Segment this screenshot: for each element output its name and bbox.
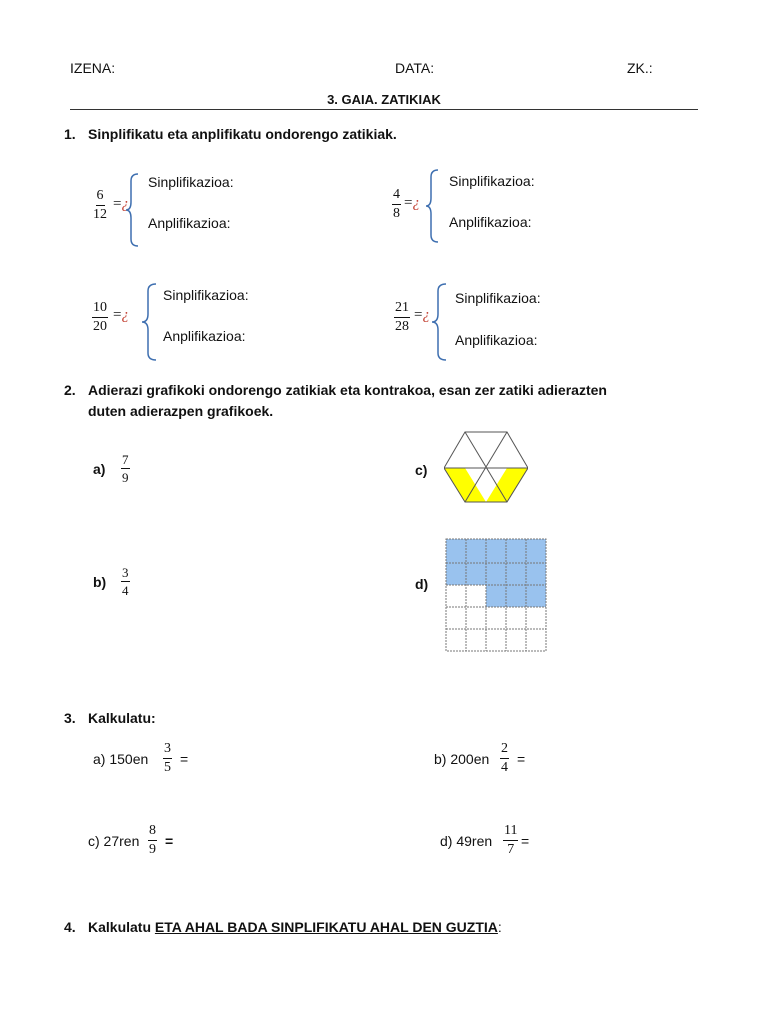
q3-fraction-2-4 <box>500 742 509 775</box>
q3-fraction-11-7 <box>503 824 518 857</box>
fraction-denominator: 12 <box>93 207 107 222</box>
fraction-numerator: 3 <box>163 742 172 759</box>
fraction-denominator: 7 <box>507 842 515 857</box>
brace-icon <box>424 168 440 244</box>
question-3-number: 3. <box>64 710 76 726</box>
question-4-underlined-text: ETA AHAL BADA SINPLIFIKATU AHAL DEN GUZTIA <box>154 919 498 935</box>
fraction-denominator: 9 <box>122 470 129 485</box>
q3-fraction-8-9 <box>148 824 157 857</box>
fraction-numerator: 4 <box>392 188 401 205</box>
fraction-denominator: 5 <box>164 760 171 775</box>
simplify-label-c: Sinplifikazioa: <box>163 287 249 303</box>
simplify-label-a: Sinplifikazioa: <box>148 174 234 190</box>
amplify-label-c: Anplifikazioa: <box>163 328 246 344</box>
fraction-numerator: 6 <box>96 189 105 206</box>
q3-item-d-equals: = <box>521 833 530 849</box>
q2-option-b-label: b) <box>93 574 107 590</box>
q2-option-c-label: c) <box>415 462 428 478</box>
question-2 <box>64 382 607 398</box>
question-3 <box>64 710 156 726</box>
brace-icon <box>124 172 140 248</box>
q3-item-a-prefix: a) 150en <box>93 751 149 767</box>
question-4-text: Kalkulatu <box>88 919 152 935</box>
fraction-numerator: 2 <box>500 742 509 759</box>
hexagon-shaded-triangles <box>444 468 528 502</box>
question-4-colon: : <box>497 919 502 935</box>
fraction-denominator: 8 <box>393 206 400 221</box>
fraction-numerator: 8 <box>148 824 157 841</box>
question-4 <box>64 919 502 935</box>
question-3-text: Kalkulatu: <box>88 710 156 726</box>
hexagon-lines <box>444 432 528 502</box>
fraction-denominator: 4 <box>122 583 129 598</box>
grid-shaded-cells <box>446 539 546 607</box>
fraction-numerator: 10 <box>92 301 108 318</box>
q2-option-d-label: d) <box>415 576 429 592</box>
q2-fraction-7-9 <box>121 453 130 484</box>
fraction-denominator: 28 <box>395 319 409 334</box>
page-title: 3. GAIA. ZATIKIAK <box>327 92 441 107</box>
question-4-number: 4. <box>64 919 76 935</box>
q3-item-c-equals: = <box>165 833 174 849</box>
title-rule <box>70 109 698 110</box>
question-2-line2: duten adierazpen grafikoek. <box>88 403 274 419</box>
fraction-numerator: 3 <box>122 565 129 580</box>
hexagon-figure <box>444 430 528 508</box>
brace-icon <box>430 282 448 362</box>
fraction-numerator: 11 <box>503 824 518 841</box>
simplify-label-b: Sinplifikazioa: <box>449 173 535 189</box>
q1-equals-d: =¿ <box>414 307 430 323</box>
question-2-number: 2. <box>64 382 76 398</box>
q3-item-a-equals: = <box>180 751 189 767</box>
simplify-label-d: Sinplifikazioa: <box>455 290 541 306</box>
amplify-label-a: Anplifikazioa: <box>148 215 231 231</box>
name-label: IZENA: <box>70 60 116 76</box>
fraction-denominator: 9 <box>149 842 156 857</box>
q1-fraction-6-12 <box>93 189 107 222</box>
fraction-denominator: 20 <box>93 319 107 334</box>
date-label: DATA: <box>395 60 435 76</box>
question-2-line1: Adierazi grafikoki ondorengo zatikiak eta kontrakoa, esan zer zatiki adierazten <box>88 382 607 398</box>
amplify-label-d: Anplifikazioa: <box>455 332 538 348</box>
grid-figure <box>442 537 548 655</box>
q2-fraction-3-4 <box>121 566 130 597</box>
brace-icon <box>140 282 158 362</box>
question-1 <box>64 126 397 142</box>
q3-item-b-equals: = <box>517 751 526 767</box>
question-1-number: 1. <box>64 126 76 142</box>
q3-item-b-prefix: b) 200en <box>434 751 490 767</box>
q1-equals-b: =¿ <box>404 195 420 211</box>
q1-equals-a: =¿ <box>113 196 129 212</box>
q1-fraction-21-28 <box>394 301 410 334</box>
q3-item-d-prefix: d) 49ren <box>440 833 493 849</box>
q3-item-c-prefix: c) 27ren <box>88 833 140 849</box>
fraction-denominator: 4 <box>501 760 508 775</box>
number-label: ZK.: <box>627 60 653 76</box>
q2-option-a-label: a) <box>93 461 106 477</box>
q1-fraction-4-8 <box>392 188 401 221</box>
q1-equals-c: =¿ <box>113 307 129 323</box>
q1-fraction-10-20 <box>92 301 108 334</box>
fraction-numerator: 7 <box>122 452 129 467</box>
q3-fraction-3-5 <box>163 742 172 775</box>
amplify-label-b: Anplifikazioa: <box>449 214 532 230</box>
question-1-text: Sinplifikatu eta anplifikatu ondorengo zatikiak. <box>88 126 397 142</box>
fraction-numerator: 21 <box>394 301 410 318</box>
